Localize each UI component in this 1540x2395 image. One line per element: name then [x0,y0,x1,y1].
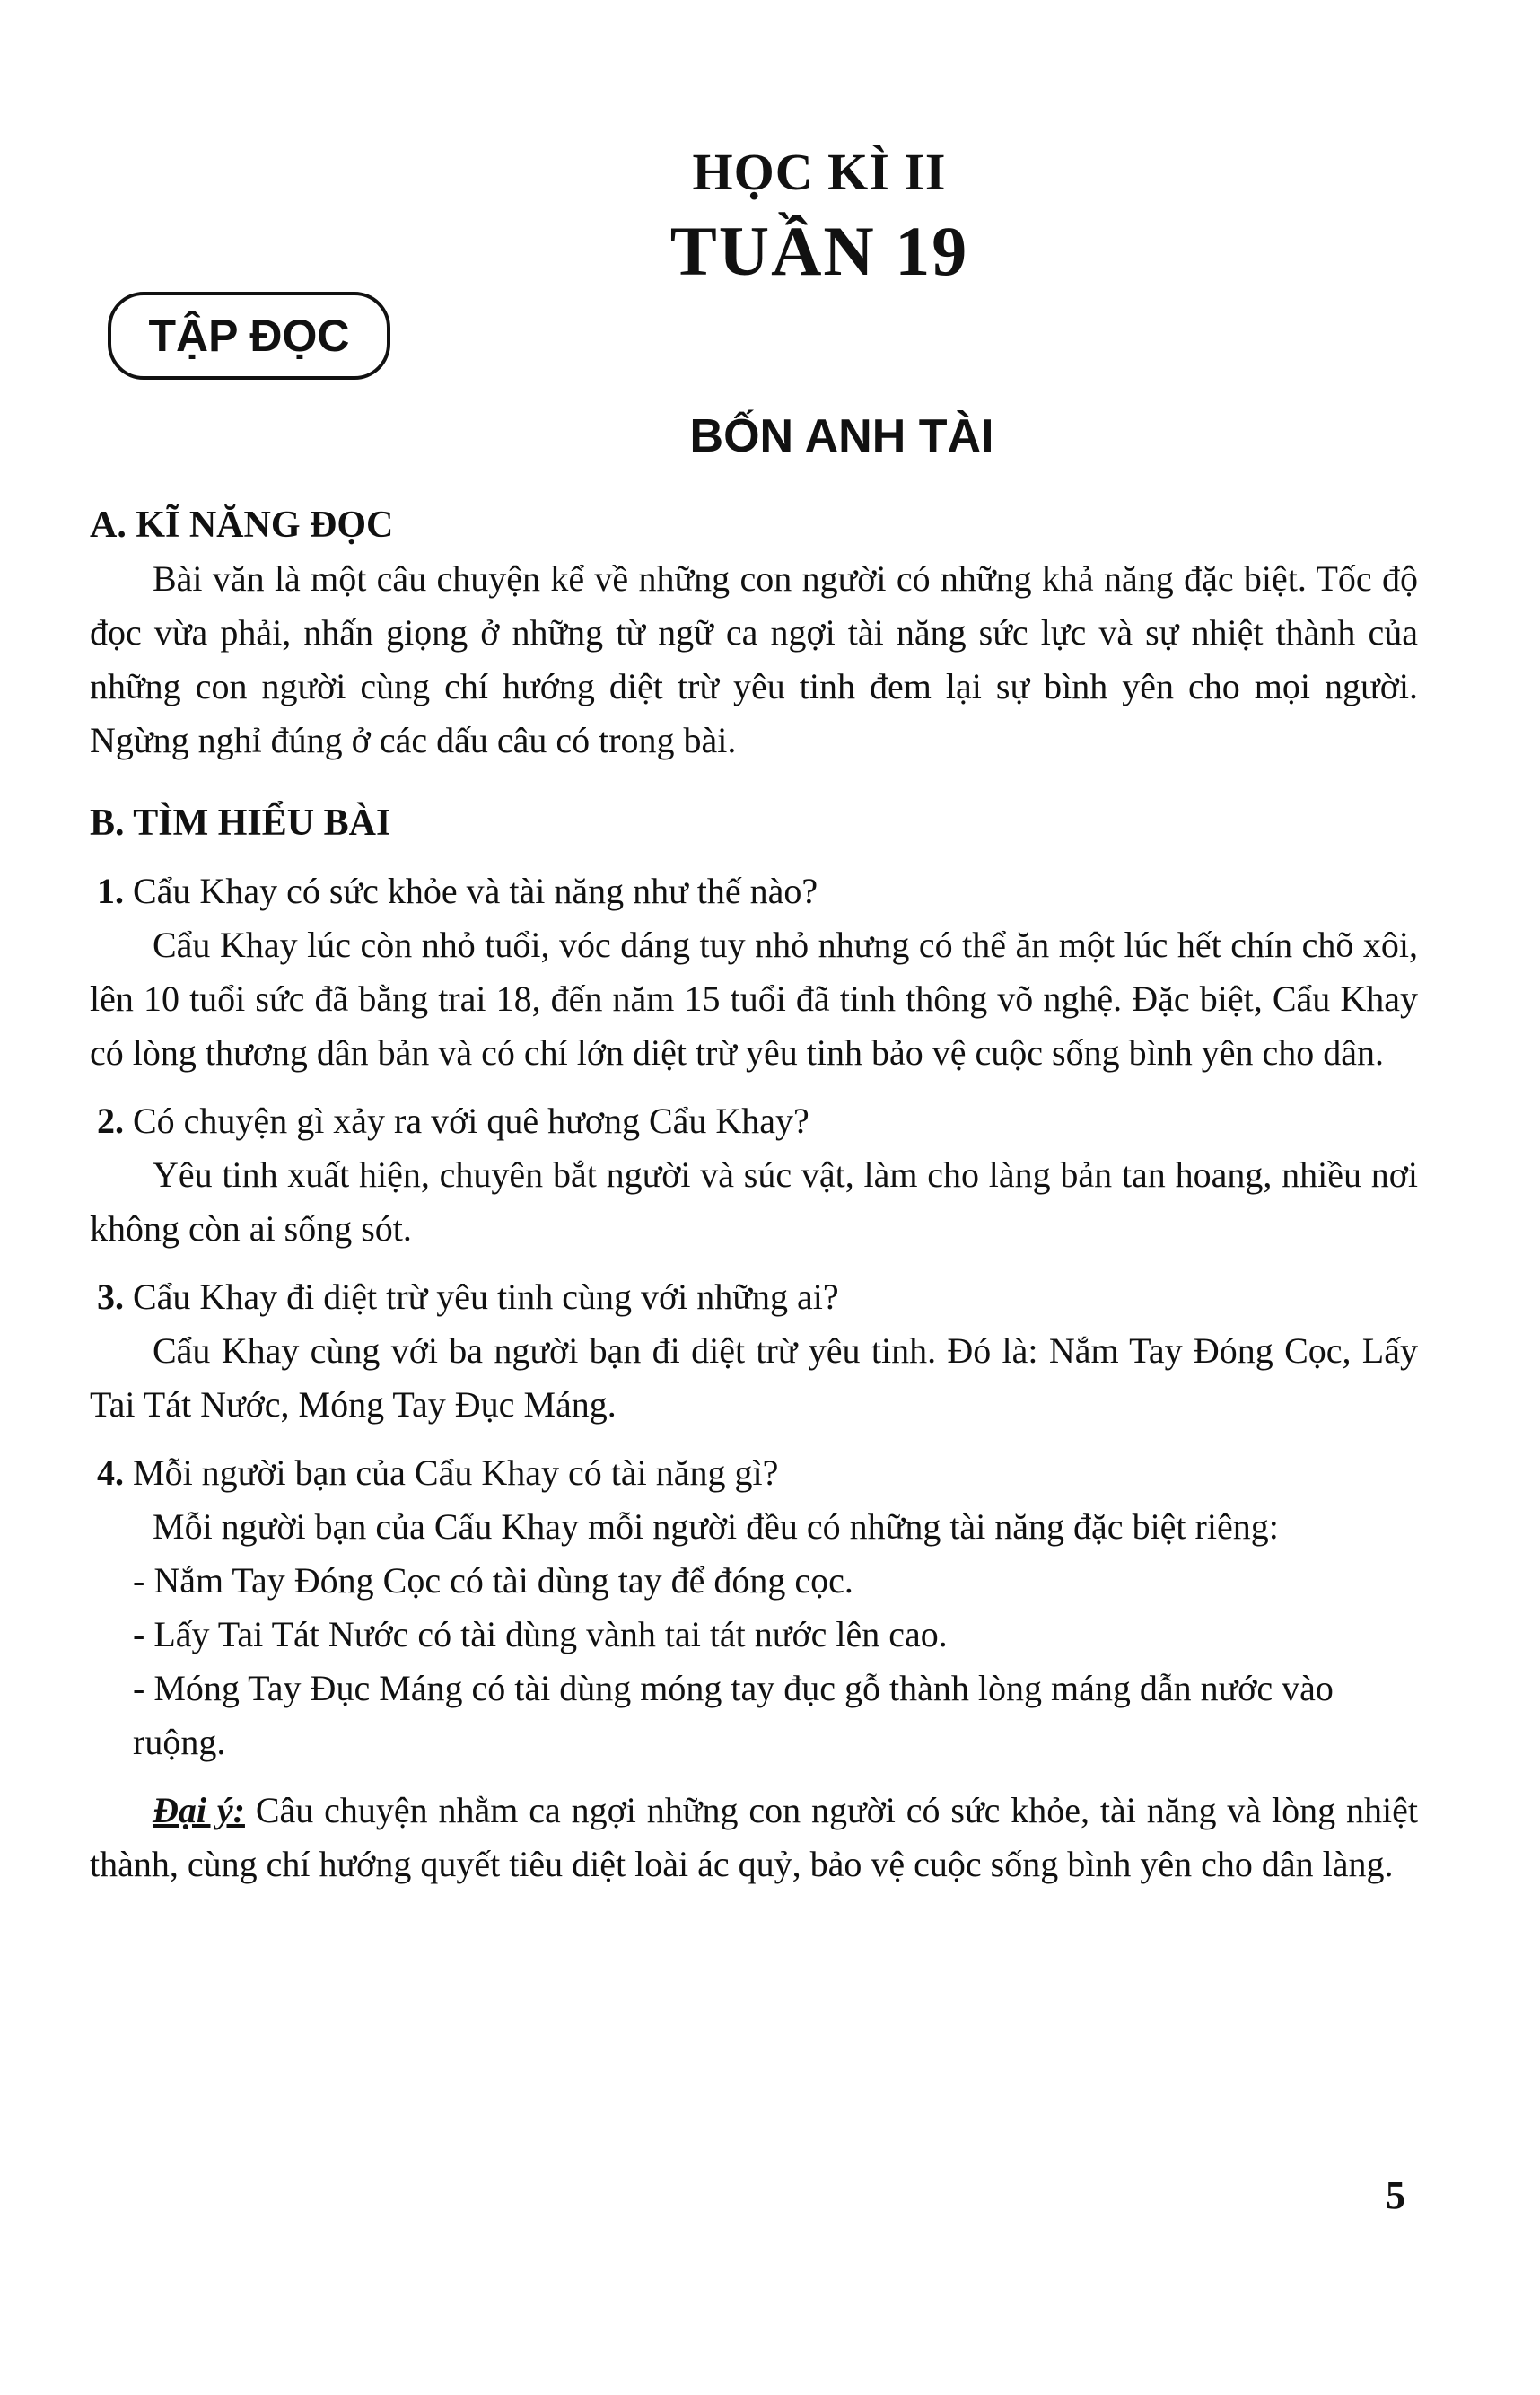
question-text: Cẩu Khay đi diệt trừ yêu tinh cùng với những ai? [133,1276,839,1317]
answer-4: Mỗi người bạn của Cẩu Khay mỗi người đều có những tài năng đặc biệt riêng: [153,1506,1279,1547]
semester-title: HỌC KÌ II [692,143,947,201]
section-label-text: TẬP ĐỌC [148,311,350,361]
question-number: 1. [97,871,124,911]
week-title: TUẦN 19 [669,212,969,290]
answer-3: Cẩu Khay cùng với ba người bạn đi diệt trừ yêu tinh. Đó là: Nắm Tay Đóng Cọc, Lấy Tai Tát Nước, Móng Tay Đục Máng. [90,1330,1418,1425]
section-label-badge [108,292,390,380]
talent-item: - Móng Tay Đục Máng có tài dùng móng tay đục gỗ thành lòng máng dẫn nước vào ruộng. [133,1668,1334,1762]
main-idea-label: Đại ý: [153,1790,245,1830]
main-idea-text: Câu chuyện nhằm ca ngợi những con người có sức khỏe, tài năng và lòng nhiệt thành, cùng chí hướng quyết tiêu diệt loài ác quỷ, bảo vệ cuộc sống bình yên cho dân làng. [90,1790,1418,1884]
question-4 [90,1446,1418,1500]
part-a-text: Bài văn là một câu chuyện kể về những con người có những khả năng đặc biệt. Tốc độ đọc vừa phải, nhấn giọng ở những từ ngữ ca ngợi tài năng sức lực và sự nhiệt thành của những con người cùng chí hướng diệt trừ yêu tinh đem lại sự bình yên cho mọi người. Ngừng nghỉ đúng ở các dấu câu có trong bài. [90,558,1418,760]
question-number: 3. [97,1276,124,1317]
answer-1: Cẩu Khay lúc còn nhỏ tuổi, vóc dáng tuy nhỏ nhưng có thể ăn một lúc hết chín chõ xôi, lên 10 tuổi sức đã bằng trai 18, đến năm 15 tuổi đã tinh thông võ nghệ. Đặc biệt, Cẩu Khay có lòng thương dân bản và có chí lớn diệt trừ yêu tinh bảo vệ cuộc sống bình yên cho dân. [90,925,1418,1073]
talent-item: - Lấy Tai Tát Nước có tài dùng vành tai tát nước lên cao. [133,1614,948,1654]
answer-2: Yêu tinh xuất hiện, chuyên bắt người và súc vật, làm cho làng bản tan hoang, nhiều nơi không còn ai sống sót. [90,1154,1418,1249]
question-3 [90,1270,1418,1324]
question-number: 4. [97,1452,124,1493]
question-text: Cẩu Khay có sức khỏe và tài năng như thế nào? [133,871,818,911]
main-idea [90,1784,1418,1891]
page-number: 5 [1386,2173,1405,2217]
question-number: 2. [97,1101,124,1141]
question-1 [90,864,1418,918]
page-content [90,498,1418,1891]
question-2 [90,1094,1418,1148]
question-text: Mỗi người bạn của Cẩu Khay có tài năng gì? [133,1452,779,1493]
part-b-heading: B. TÌM HIỂU BÀI [90,803,391,844]
question-text: Có chuyện gì xảy ra với quê hương Cẩu Khay? [133,1101,809,1141]
talent-item: - Nắm Tay Đóng Cọc có tài dùng tay để đóng cọc. [133,1560,853,1601]
lesson-title: BỐN ANH TÀI [689,410,994,462]
part-a-heading: A. KĨ NĂNG ĐỌC [90,504,394,546]
